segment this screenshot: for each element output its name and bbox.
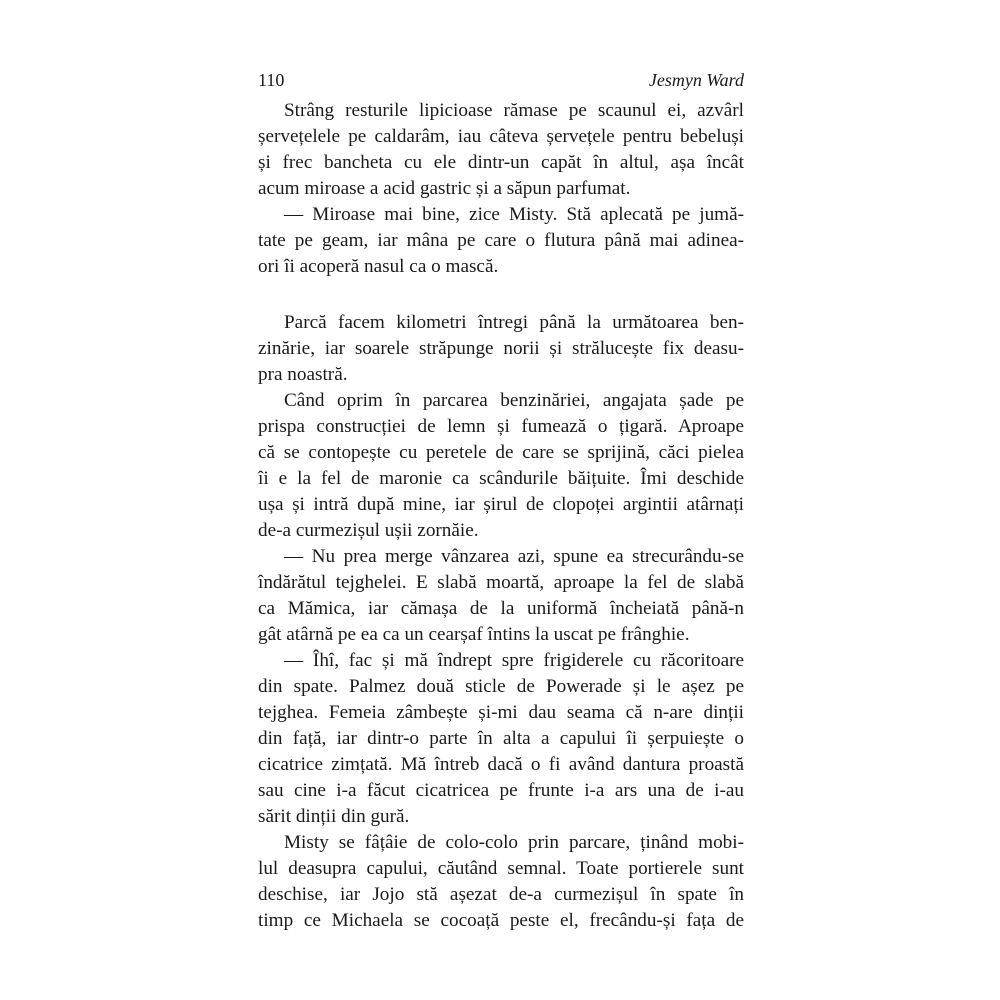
text-line: lul deasupra capului, căutând semnal. Toate portierele sunt bbox=[258, 858, 744, 879]
text-line: zinărie, iar soarele străpunge norii și strălucește fix deasu- bbox=[258, 338, 744, 359]
text-line: tate pe geam, iar mâna pe care o flutura până mai adinea- bbox=[258, 230, 744, 251]
text-line: sau cine i-a făcut cicatricea pe frunte i-a ars una de i-au bbox=[258, 780, 744, 801]
text-line: gât atârnă pe ea ca un cearșaf întins la uscat pe frânghie. bbox=[258, 624, 690, 645]
text-line: Parcă facem kilometri întregi până la următoarea ben- bbox=[284, 312, 744, 333]
text-line: tejghea. Femeia zâmbește și-mi dau seama că n-are dinții bbox=[258, 702, 744, 723]
text-line: ori îi acoperă nasul ca o mască. bbox=[258, 256, 499, 277]
text-line: ca Mămica, iar cămașa de la uniformă încheiată până-n bbox=[258, 598, 744, 619]
text-line: pra noastră. bbox=[258, 364, 348, 385]
text-line: de-a curmezișul ușii zornăie. bbox=[258, 520, 479, 541]
text-line: că se contopește cu peretele de care se sprijină, căci pielea bbox=[258, 442, 744, 463]
text-line: — Miroase mai bine, zice Misty. Stă aplecată pe jumă- bbox=[284, 204, 744, 225]
text-line: — Nu prea merge vânzarea azi, spune ea strecurându-se bbox=[284, 546, 744, 567]
text-line: din față, iar dintr-o parte în alta a capului îi șerpuiește o bbox=[258, 728, 744, 749]
text-line: din spate. Palmez două sticle de Powerade și le așez pe bbox=[258, 676, 744, 697]
running-head-author: Jesmyn Ward bbox=[648, 70, 744, 90]
text-line: ușa și intră după mine, iar șirul de clopoței argintii atârnați bbox=[258, 494, 744, 515]
text-line: prispa construcției de lemn și fumează o țigară. Aproape bbox=[258, 416, 744, 437]
text-line: cicatrice zimțată. Mă întreb dacă o fi având dantura proastă bbox=[258, 754, 744, 775]
text-line: — Îhî, fac și mă îndrept spre frigiderele cu răcoritoare bbox=[284, 650, 744, 671]
text-line: deschise, iar Jojo stă așezat de-a curmezișul în spate în bbox=[258, 884, 744, 905]
text-line: Strâng resturile lipicioase rămase pe scaunul ei, azvârl bbox=[284, 100, 744, 121]
text-line: Când oprim în parcarea benzinăriei, angajata șade pe bbox=[284, 390, 744, 411]
text-line: îi e la fel de maronie ca scândurile băițuite. Îmi deschide bbox=[258, 468, 744, 489]
text-line: îndărătul tejghelei. E slabă moartă, aproape la fel de slabă bbox=[258, 572, 744, 593]
text-line: șervețelele pe caldarâm, iau câteva șervețele pentru bebeluși bbox=[258, 126, 744, 147]
text-line: timp ce Michaela se cocoață peste el, frecându-și fața de bbox=[258, 910, 744, 931]
page-header bbox=[258, 70, 744, 94]
text-line: și frec bancheta cu ele dintr-un capăt în altul, așa încât bbox=[258, 152, 744, 173]
text-line: Misty se fâțâie de colo-colo prin parcare, ținând mobi- bbox=[284, 832, 744, 853]
text-line: acum miroase a acid gastric și a săpun parfumat. bbox=[258, 178, 631, 199]
page-number: 110 bbox=[258, 70, 285, 90]
text-line: sărit dinții din gură. bbox=[258, 806, 410, 827]
